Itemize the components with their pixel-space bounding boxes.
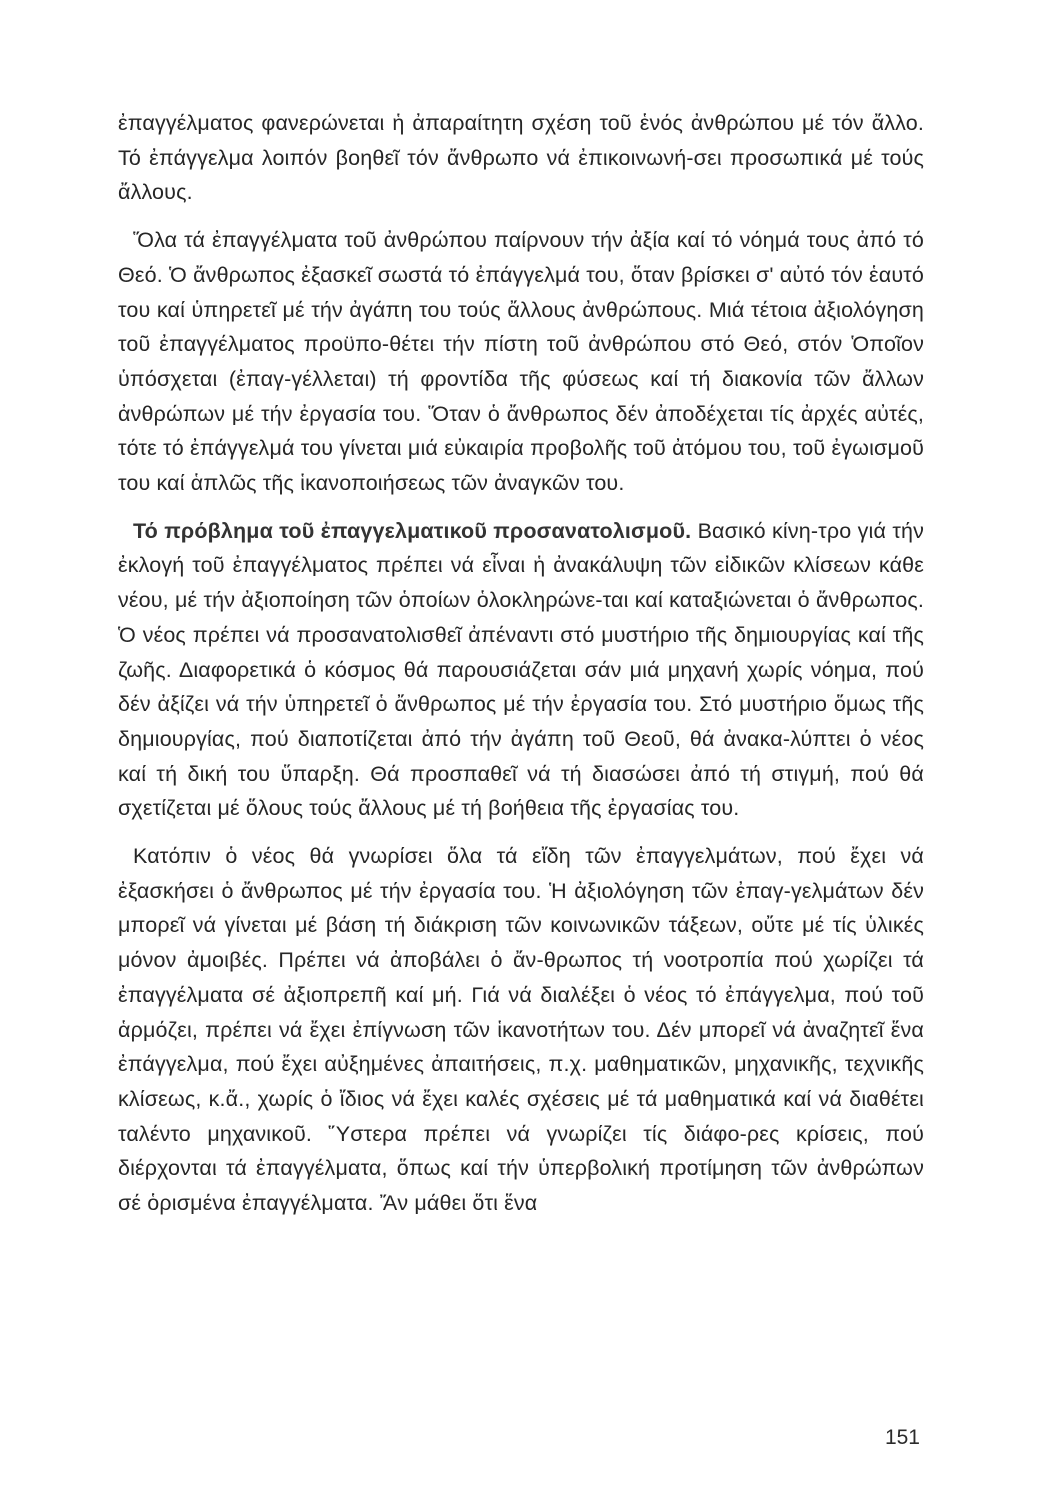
paragraph-2-text: Ὅλα τά ἐπαγγέλματα τοῦ ἀνθρώπου παίρνουν τήν ἀξία καί τό νόημά τους ἀπό τό Θεό. Ὁ ἄνθρωπος ἐξασκεῖ σωστά τό ἐπάγγελμά του, ὅταν βρίσκει σ' αὐτό τόν ἑαυτό του καί ὑπηρετεῖ μέ τήν ἀγάπη του τούς ἄλλους ἀνθρώπους. Μιά τέτοια ἀξιολόγηση τοῦ ἐπαγγέλματος προϋπο-θέτει τήν πίστη τοῦ ἀνθρώπου στό Θεό, στόν Ὁποῖον ὑπόσχεται (ἐπαγ-γέλλεται) τή φροντίδα τῆς φύσεως καί τή διακονία τῶν ἄλλων ἀνθρώπων μέ τήν ἐργασία του. Ὅταν ὁ ἄνθρωπος δέν ἀποδέχεται τίς ἀρχές αὐτές, τότε τό ἐπάγγελμά του γίνεται μιά εὐκαιρία προβολῆς τοῦ ἀτόμου του, τοῦ ἐγωισμοῦ του καί ἁπλῶς τῆς ἱκανοποιήσεως τῶν ἀναγκῶν του.	[118, 228, 924, 496]
paragraph-1	[118, 106, 924, 210]
page-number: 151	[884, 1426, 920, 1449]
paragraph-3	[118, 514, 924, 826]
paragraph-4-text: Κατόπιν ὁ νέος θά γνωρίσει ὅλα τά εἴδη τῶν ἐπαγγελμάτων, πού ἔχει νά ἐξασκήσει ὁ ἄνθρωπος μέ τήν ἐργασία του. Ἡ ἀξιολόγηση τῶν ἐπαγ-γελμάτων δέν μπορεῖ νά γίνεται μέ βάση τή διάκριση τῶν κοινωνικῶν τάξεων, οὔτε μέ τίς ὑλικές μόνον ἀμοιβές. Πρέπει νά ἀποβάλει ὁ ἄν-θρωπος τή νοοτροπία πού χωρίζει τά ἐπαγγέλματα σέ ἀξιοπρεπῆ καί μή. Γιά νά διαλέξει ὁ νέος τό ἐπάγγελμα, πού τοῦ ἁρμόζει, πρέπει νά ἔχει ἐπίγνωση τῶν ἱκανοτήτων του. Δέν μπορεῖ νά ἀναζητεῖ ἕνα ἐπάγγελμα, πού ἔχει αὐξημένες ἀπαιτήσεις, π.χ. μαθηματικῶν, μηχανικῆς, τεχνικῆς κλίσεως, κ.ἄ., χωρίς ὁ ἴδιος νά ἔχει καλές σχέσεις μέ τά μαθηματικά καί νά διαθέτει ταλέντο μηχανικοῦ. Ὕστερα πρέπει νά γνωρίζει τίς διάφο-ρες κρίσεις, πού διέρχονται τά ἐπαγγέλματα, ὅπως καί τήν ὑπερβολική προτίμηση τῶν ἀνθρώπων σέ ὁρισμένα ἐπαγγέλματα. Ἄν μάθει ὅτι ἕνα	[118, 844, 924, 1216]
section-heading: Τό πρόβλημα τοῦ ἐπαγγελματικοῦ προσανατολισμοῦ.	[133, 518, 692, 543]
body-text	[118, 106, 924, 1221]
paragraph-1-text: ἐπαγγέλματος φανερώνεται ἡ ἀπαραίτητη σχέση τοῦ ἑνός ἀνθρώπου μέ τόν ἄλλο. Τό ἐπάγγελμα λοιπόν βοηθεῖ τόν ἄνθρωπο νά ἐπικοινωνή-σει προσωπικά μέ τούς ἄλλους.	[118, 111, 924, 205]
paragraph-3-text: Βασικό κίνη-τρο γιά τήν ἐκλογή τοῦ ἐπαγγέλματος πρέπει νά εἶναι ἡ ἀνακάλυψη τῶν εἰδικῶν κλίσεων κάθε νέου, μέ τήν ἀξιοποίηση τῶν ὁποίων ὁλοκληρώνε-ται καί καταξιώνεται ὁ ἄνθρωπος. Ὁ νέος πρέπει νά προσανατολισθεῖ ἀπέναντι στό μυστήριο τῆς δημιουργίας καί τῆς ζωῆς. Διαφορετικά ὁ κόσμος θά παρουσιάζεται σάν μιά μηχανή χωρίς νόημα, πού δέν ἀξίζει νά τήν ὑπηρετεῖ ὁ ἄνθρωπος μέ τήν ἐργασία του. Στό μυστήριο ὅμως τῆς δημιουργίας, πού διαποτίζεται ἀπό τήν ἀγάπη τοῦ Θεοῦ, θά ἀνακα-λύπτει ὁ νέος καί τή δική του ὕπαρξη. Θά προσπαθεῖ νά τή διασώσει ἀπό τή στιγμή, πού θά σχετίζεται μέ ὅλους τούς ἄλλους μέ τή βοήθεια τῆς ἐργασίας του.	[118, 518, 924, 821]
paragraph-4	[118, 839, 924, 1221]
paragraph-2	[118, 223, 924, 501]
